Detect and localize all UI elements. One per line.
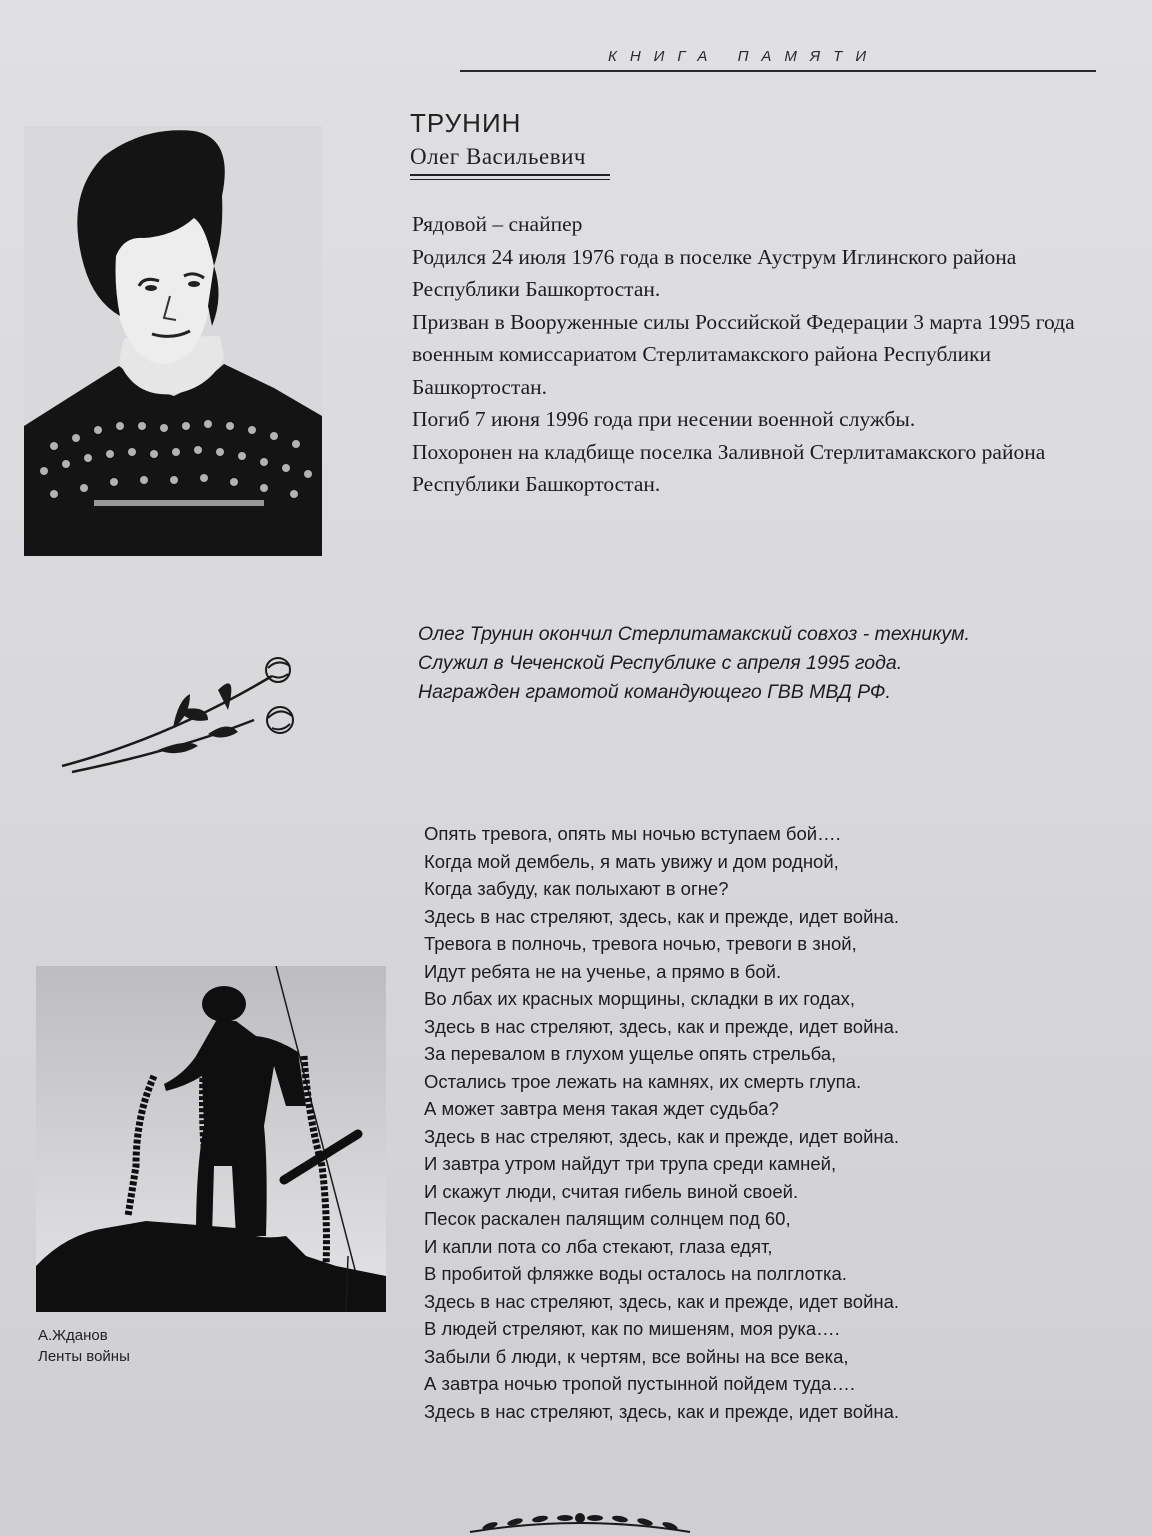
poem-line: А завтра ночью тропой пустынной пойдем туда…. bbox=[424, 1373, 855, 1394]
poem-line: Здесь в нас стреляют, здесь, как и прежде, идет война. bbox=[424, 1400, 900, 1422]
flowers-icon bbox=[58, 650, 302, 774]
poem-line: Здесь в нас стреляют, здесь, как и прежде, идет война. bbox=[424, 1290, 900, 1312]
note-line: Награжден грамотой командующего ГВВ МВД РФ. bbox=[418, 681, 891, 703]
bio-rank: Рядовой – снайпер bbox=[412, 212, 583, 236]
note-line: Олег Трунин окончил Стерлитамакский совхоз - техникум. bbox=[418, 623, 970, 645]
portrait-photo-icon bbox=[24, 126, 322, 556]
photo-caption bbox=[38, 1325, 130, 1367]
photo-author: А.Жданов bbox=[38, 1327, 108, 1344]
poem-line: Во лбах их красных морщины, складки в их годах, bbox=[424, 988, 855, 1009]
poem-line: И капли пота со лба стекают, глаза едят, bbox=[424, 1235, 773, 1257]
photo-title: Ленты войны bbox=[38, 1348, 130, 1365]
name-underline-thin bbox=[410, 179, 610, 180]
running-title: КНИГА ПАМЯТИ bbox=[608, 48, 880, 65]
poem-line: Опять тревога, опять мы ночью вступаем бой…. bbox=[424, 823, 841, 844]
poem-line: Здесь в нас стреляют, здесь, как и прежде, идет война. bbox=[424, 1125, 900, 1147]
italic-note bbox=[418, 620, 1108, 707]
poem bbox=[424, 820, 1084, 1425]
poem-line: Когда забуду, как полыхают в огне? bbox=[424, 878, 729, 899]
poem-line: Тревога в полночь, тревога ночью, тревоги в зной, bbox=[424, 933, 857, 954]
bio-death: Погиб 7 июня 1996 года при несении военной службы. bbox=[412, 407, 916, 431]
bio-conscription: Призван в Вооруженные силы Российской Федерации 3 марта 1995 года военным комиссариатом Стерлитамакского района Республики Башкортостан. bbox=[412, 309, 1075, 399]
biography bbox=[412, 208, 1102, 501]
poem-line: В пробитой фляжке воды осталось на полглотка. bbox=[424, 1263, 847, 1284]
surname: ТРУНИН bbox=[410, 108, 522, 138]
poem-line: Идут ребята не на ученье, а прямо в бой. bbox=[424, 960, 782, 982]
poem-line: Здесь в нас стреляют, здесь, как и прежде, идет война. bbox=[424, 905, 900, 927]
bio-burial: Похоронен на кладбище поселка Заливной Стерлитамакского района Республики Башкортостан. bbox=[412, 439, 1046, 496]
poem-line: Забыли б люди, к чертям, все войны на все века, bbox=[424, 1345, 849, 1367]
poem-line: Остались трое лежать на камнях, их смерть глупа. bbox=[424, 1070, 862, 1092]
poem-line: Песок раскален палящим солнцем под 60, bbox=[424, 1208, 791, 1229]
poem-line: А может завтра меня такая ждет судьба? bbox=[424, 1098, 779, 1119]
name-underline bbox=[410, 174, 610, 176]
header-rule bbox=[460, 70, 1096, 72]
poem-line: За перевалом в глухом ущелье опять стрельба, bbox=[424, 1043, 837, 1064]
poem-line: И скажут люди, считая гибель виной своей. bbox=[424, 1180, 799, 1202]
laurel-ornament-icon bbox=[460, 1510, 700, 1536]
poem-line: Здесь в нас стреляют, здесь, как и прежде, идет война. bbox=[424, 1015, 900, 1037]
given-names: Олег Васильевич bbox=[410, 144, 586, 169]
note-line: Служил в Чеченской Республике с апреля 1995 года. bbox=[418, 652, 903, 674]
poem-line: В людей стреляют, как по мишеням, моя рука…. bbox=[424, 1318, 840, 1339]
poem-line: Когда мой дембель, я мать увижу и дом родной, bbox=[424, 850, 839, 872]
poem-line: И завтра утром найдут три трупа среди камней, bbox=[424, 1153, 837, 1174]
bio-birth: Родился 24 июля 1976 года в поселке Ауструм Иглинского района Республики Башкортостан. bbox=[412, 244, 1017, 301]
soldier-silhouette-photo bbox=[36, 966, 386, 1312]
